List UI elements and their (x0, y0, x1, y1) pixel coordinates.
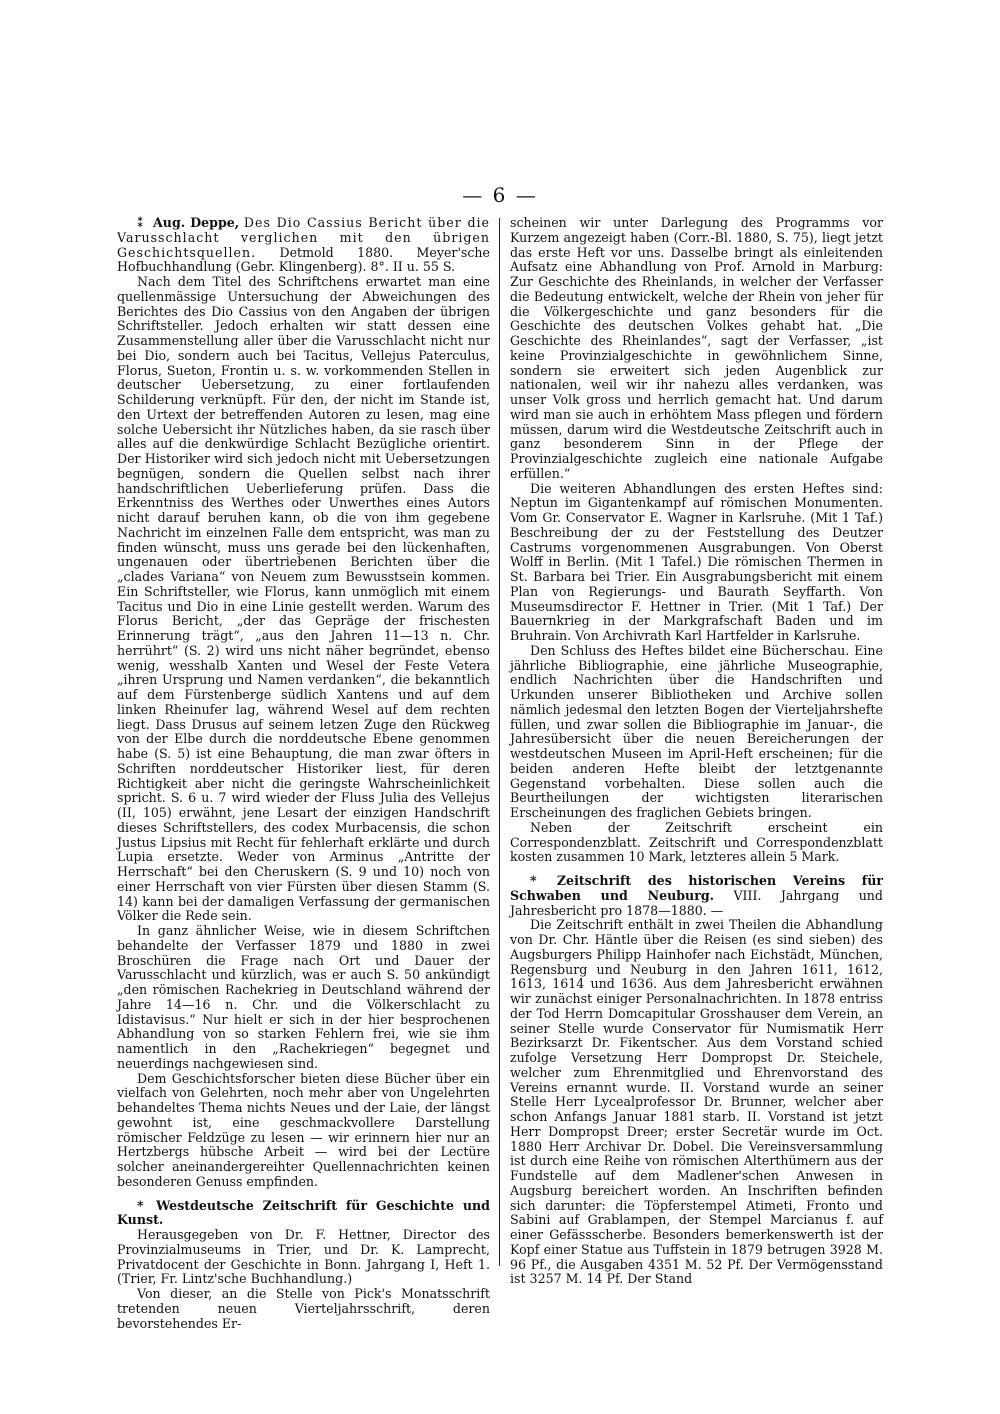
entry-author: Aug. Deppe, (153, 215, 240, 230)
entry-title: Westdeutsche Zeitschrift für Geschichte und Kunst. (117, 1197, 490, 1228)
entry-imprint: VIII. Jahrgang und Jahresbericht pro 1878—1880. — (510, 887, 883, 918)
left-column (117, 216, 490, 1331)
entry-marker: * (137, 1197, 144, 1213)
entry-westdeutsche-heading (117, 1199, 490, 1229)
entry-imprint: Detmold 1880. Meyer'sche Hofbuchhandlung (Gebr. Klingenberg). 8°. II u. 55 S. (117, 244, 490, 275)
paragraph: Neben der Zeitschrift erscheint ein Correspondenzblatt. Zeitschrift und Correspondenzblatt kosten zusammen 10 Mark, letzteres allein 5 Mark. (510, 819, 883, 865)
entry-marker: ⁑ (137, 215, 145, 230)
entry-title: Des Dio Cassius Bericht über die Varusschlacht verglichen mit den übrigen Geschichtsquellen. (117, 215, 490, 260)
entry-deppe-heading (117, 216, 490, 275)
paragraph: Den Schluss des Heftes bildet eine Bücherschau. Eine jährliche Bibliographie, eine jährliche Museographie, endlich Nachrichten über die Handschriften und Urkunden unserer Bibliotheken und Archive sollen nämlich jedesmal den letzten Bogen der Vierteljahrshefte füllen, und zwar sollen die Bibliographie im Januar-, die Jahresübersicht über die neuen Bereicherungen der westdeutschen Museen im April-Heft erscheinen; für die beiden anderen Hefte bleibt der letztgenannte Gegenstand vorbehalten. Diese sollen auch die Beurtheilungen der wichtigsten literarischen Erscheinungen des fraglichen Gebiets bringen. (510, 642, 883, 820)
paragraph: Die Zeitschrift enthält in zwei Theilen die Abhandlung von Dr. Chr. Häntle über die Reisen (es sind sieben) des Augsburgers Philipp Hainhofer nach Eichstädt, München, Regensburg und Neuburg in den Jahren 1611, 1612, 1613, 1614 und 1636. Aus dem Jahresbericht erwähnen wir zunächst einiger Personalnachrichten. In 1878 entriss der Tod Herrn Domcapitular Grosshauser dem Verein, an seiner Stelle wurde Conservator für Numismatik Herr Bezirksarzt Dr. Fikentscher. Aus dem Vorstand schied zufolge Versetzung Herr Dompropst Dr. Steichele, welcher zum Ehrenmitglied und Ehrenvorstand des Vereins ernannt wurde. II. Vorstand wurde an seiner Stelle Herr Lycealprofessor Dr. Brunner, welcher aber schon Anfangs Januar 1881 starb. II. Vorstand ist jetzt Herr Dompropst Dreer; erster Secretär wurde im Oct. 1880 Herr Archivar Dr. Dobel. Die Vereinsversammlung ist durch eine Reihe von römischen Alterthümern aus der Fundstelle auf dem Madlener'schen Anwesen in Augsburg bereichert worden. An Inschriften befinden sich darunter: die Töpferstempel Atimeti, Fronto und Sabini auf Grablampen, der Stempel Marcianus f. auf einer Gefässscherbe. Besonders bemerkenswerth ist der Kopf einer Statue aus Tuffstein in 1879 betrugen 3928 M. 96 Pf., die Ausgaben 4351 M. 52 Pf. Der Vermögensstand ist 3257 M. 14 Pf. Der Stand (510, 917, 883, 1287)
page-number: — 6 — (462, 183, 538, 207)
paragraph: In ganz ähnlicher Weise, wie in diesem Schriftchen behandelte der Verfasser 1879 und 1880 in zwei Broschüren die Frage nach Ort und Dauer der Varusschlacht und kürzlich, was er auch S. 50 ankündigt „den römischen Rachekrieg in Deutschland während der Jahre 14—16 n. Chr. und die Völkerschlacht zu Idistavisus.“ Nur hielt er sich in der hier besprochenen Abhandlung von so starken Fehlern frei, wie sie ihm namentlich in den „Rachekriegen“ begegnet und neuerdings nachgewiesen sind. (117, 923, 490, 1071)
paragraph: Dem Geschichtsforscher bieten diese Bücher über ein vielfach von Gelehrten, noch mehr aber von Ungelehrten behandeltes Thema nichts Neues und der Laie, der längst gewohnt ist, eine geschmackvollere Darstellung römischer Feldzüge zu lesen — wir erinnern hier nur an Hertzbergs hübsche Arbeit — wird bei der Lectüre solcher aneinandergereihter Quellennachrichten keinen besonderen Genuss empfinden. (117, 1070, 490, 1189)
entry-title: Zeitschrift des historischen Vereins für Schwaben und Neuburg. (510, 873, 883, 903)
right-column (510, 216, 883, 1287)
entry-schwaben-heading (510, 874, 883, 918)
entry-imprint: Herausgegeben von Dr. F. Hettner, Director des Provinzialmuseums in Trier, und Dr. K. Lamprecht, Privatdocent der Geschichte in Bonn. Jahrgang I, Heft 1. (Trier, Fr. Lintz'sche Buchhandlung.) (117, 1227, 490, 1287)
paragraph: Von dieser, an die Stelle von Pick's Monatsschrift tretenden neuen Vierteljahrsschrift, deren bevorstehendes Er- (117, 1286, 490, 1331)
paragraph: scheinen wir unter Darlegung des Programms vor Kurzem angezeigt haben (Corr.-Bl. 1880, S. 75), liegt jetzt das erste Heft vor uns. Dasselbe bringt als einleitenden Aufsatz eine Abhandlung von Prof. Arnold in Marburg: Zur Geschichte des Rheinlands, in welcher der Verfasser die Bedeutung entwickelt, welche der Rhein von jeher für die Völkergeschichte und ganz besonders für die Geschichte des deutschen Volkes gehabt hat. „Die Geschichte des Rheinlandes“, sagt der Verfasser, „ist keine Provinzialgeschichte in gewöhnlichem Sinne, sondern sie erweitert sich jeden Augenblick zur nationalen, weil wir ihr nahezu alles verdanken, was unser Volk gross und herrlich gemacht hat. Und darum wird man sie auch in erhöhtem Mass pflegen und fördern müssen, darum wird die Westdeutsche Zeitschrift auch in ganz besonderem Sinn in der Pflege der Provinzialgeschichte zugleich eine nationale Aufgabe erfüllen.“ (510, 215, 883, 481)
paragraph: Die weiteren Abhandlungen des ersten Heftes sind: Neptun im Gigantenkampf auf römischen Monumenten. Vom Gr. Conservator E. Wagner in Karlsruhe. (Mit 1 Taf.) Beschreibung der zu der Feststellung des Deutzer Castrums vorgenommenen Ausgrabungen. Von Oberst Wolff in Berlin. (Mit 1 Tafel.) Die römischen Thermen in St. Barbara bei Trier. Ein Ausgrabungsbericht mit einem Plan von Regierungs- und Baurath Seyffarth. Von Museumsdirector F. Hettner in Trier. (Mit 1 Taf.) Der Bauernkrieg in der Markgrafschaft Baden und im Bruhrain. Von Archivrath Karl Hartfelder in Karlsruhe. (510, 480, 883, 643)
entry-marker: * (530, 873, 537, 888)
paragraph: Nach dem Titel des Schriftchens erwartet man eine quellenmässige Untersuchung der Abweichungen des Berichtes des Dio Cassius von den Angaben der übrigen Schriftsteller. Jedoch erhalten wir statt dessen eine Zusammenstellung aller über die Varusschlacht nicht nur bei Dio, sondern auch bei Tacitus, Vellejus Paterculus, Florus, Sueton, Frontin u. s. w. vorkommenden Stellen in deutscher Uebersetzung, zu einer fortlaufenden Schilderung verknüpft. Für den, der nicht im Stande ist, den Urtext der betreffenden Autoren zu lesen, mag eine solche Uebersicht ihr Nützliches haben, da sie rasch über alles auf die denkwürdige Schlacht Bezügliche orientirt. Der Historiker wird sich jedoch nicht mit Uebersetzungen begnügen, sondern die Quellen selbst nach ihrer handschriftlichen Ueberlieferung prüfen. Dass die Erkenntniss des Werthes oder Unwerthes eines Autors nicht darauf beruhen kann, ob die von ihm gegebene Nachricht im einzelnen Falle dem entspricht, was man zu finden wünscht, muss uns gerade bei den lückenhaften, ungenauen oder übertriebenen Berichten über die „clades Variana“ von Neuem zum Bewusstsein kommen. Ein Schriftsteller, wie Florus, kann unmöglich mit einem Tacitus und Dio in eine Linie gestellt werden. Warum des Florus Bericht, „der das Gepräge der frischesten Erinnerung trägt“, „aus den Jahren 11—13 n. Chr. herrührt“ (S. 2) wird uns nicht näher begründet, ebenso wenig, wesshalb Xanten und Wesel der Feste Vetera „ihren Ursprung und Namen verdanken“, die bekanntlich auf dem Fürstenberge südlich Xantens und auf dem linken Rheinufer lag, während Wesel auf dem rechten liegt. Dass Drusus auf seinem letzen Zuge den Rückweg von der Elbe durch die norddeutsche Ebene genommen habe (S. 5) ist eine Behauptung, die man zwar öfters in Schriften norddeutscher Historiker liest, für deren Richtigkeit aber nicht die geringste Wahrscheinlichkeit spricht. S. 6 u. 7 wird wieder der Fluss Julia des Vellejus (II, 105) erwähnt, jene Lesart der einzigen Handschrift dieses Schriftstellers, des codex Murbacensis, die schon Justus Lipsius mit Recht für fehlerhaft erklärte und durch Lupia ersetzte. Weder von Arminus „Antritte der Herrschaft“ bei den Cheruskern (S. 9 und 10) noch von einer Herrschaft von vier Fürsten über diesen Stamm (S. 14) kann bei der damaligen Verfassung der germanischen Völker die Rede sein. (117, 274, 490, 924)
column-divider (499, 218, 500, 1266)
